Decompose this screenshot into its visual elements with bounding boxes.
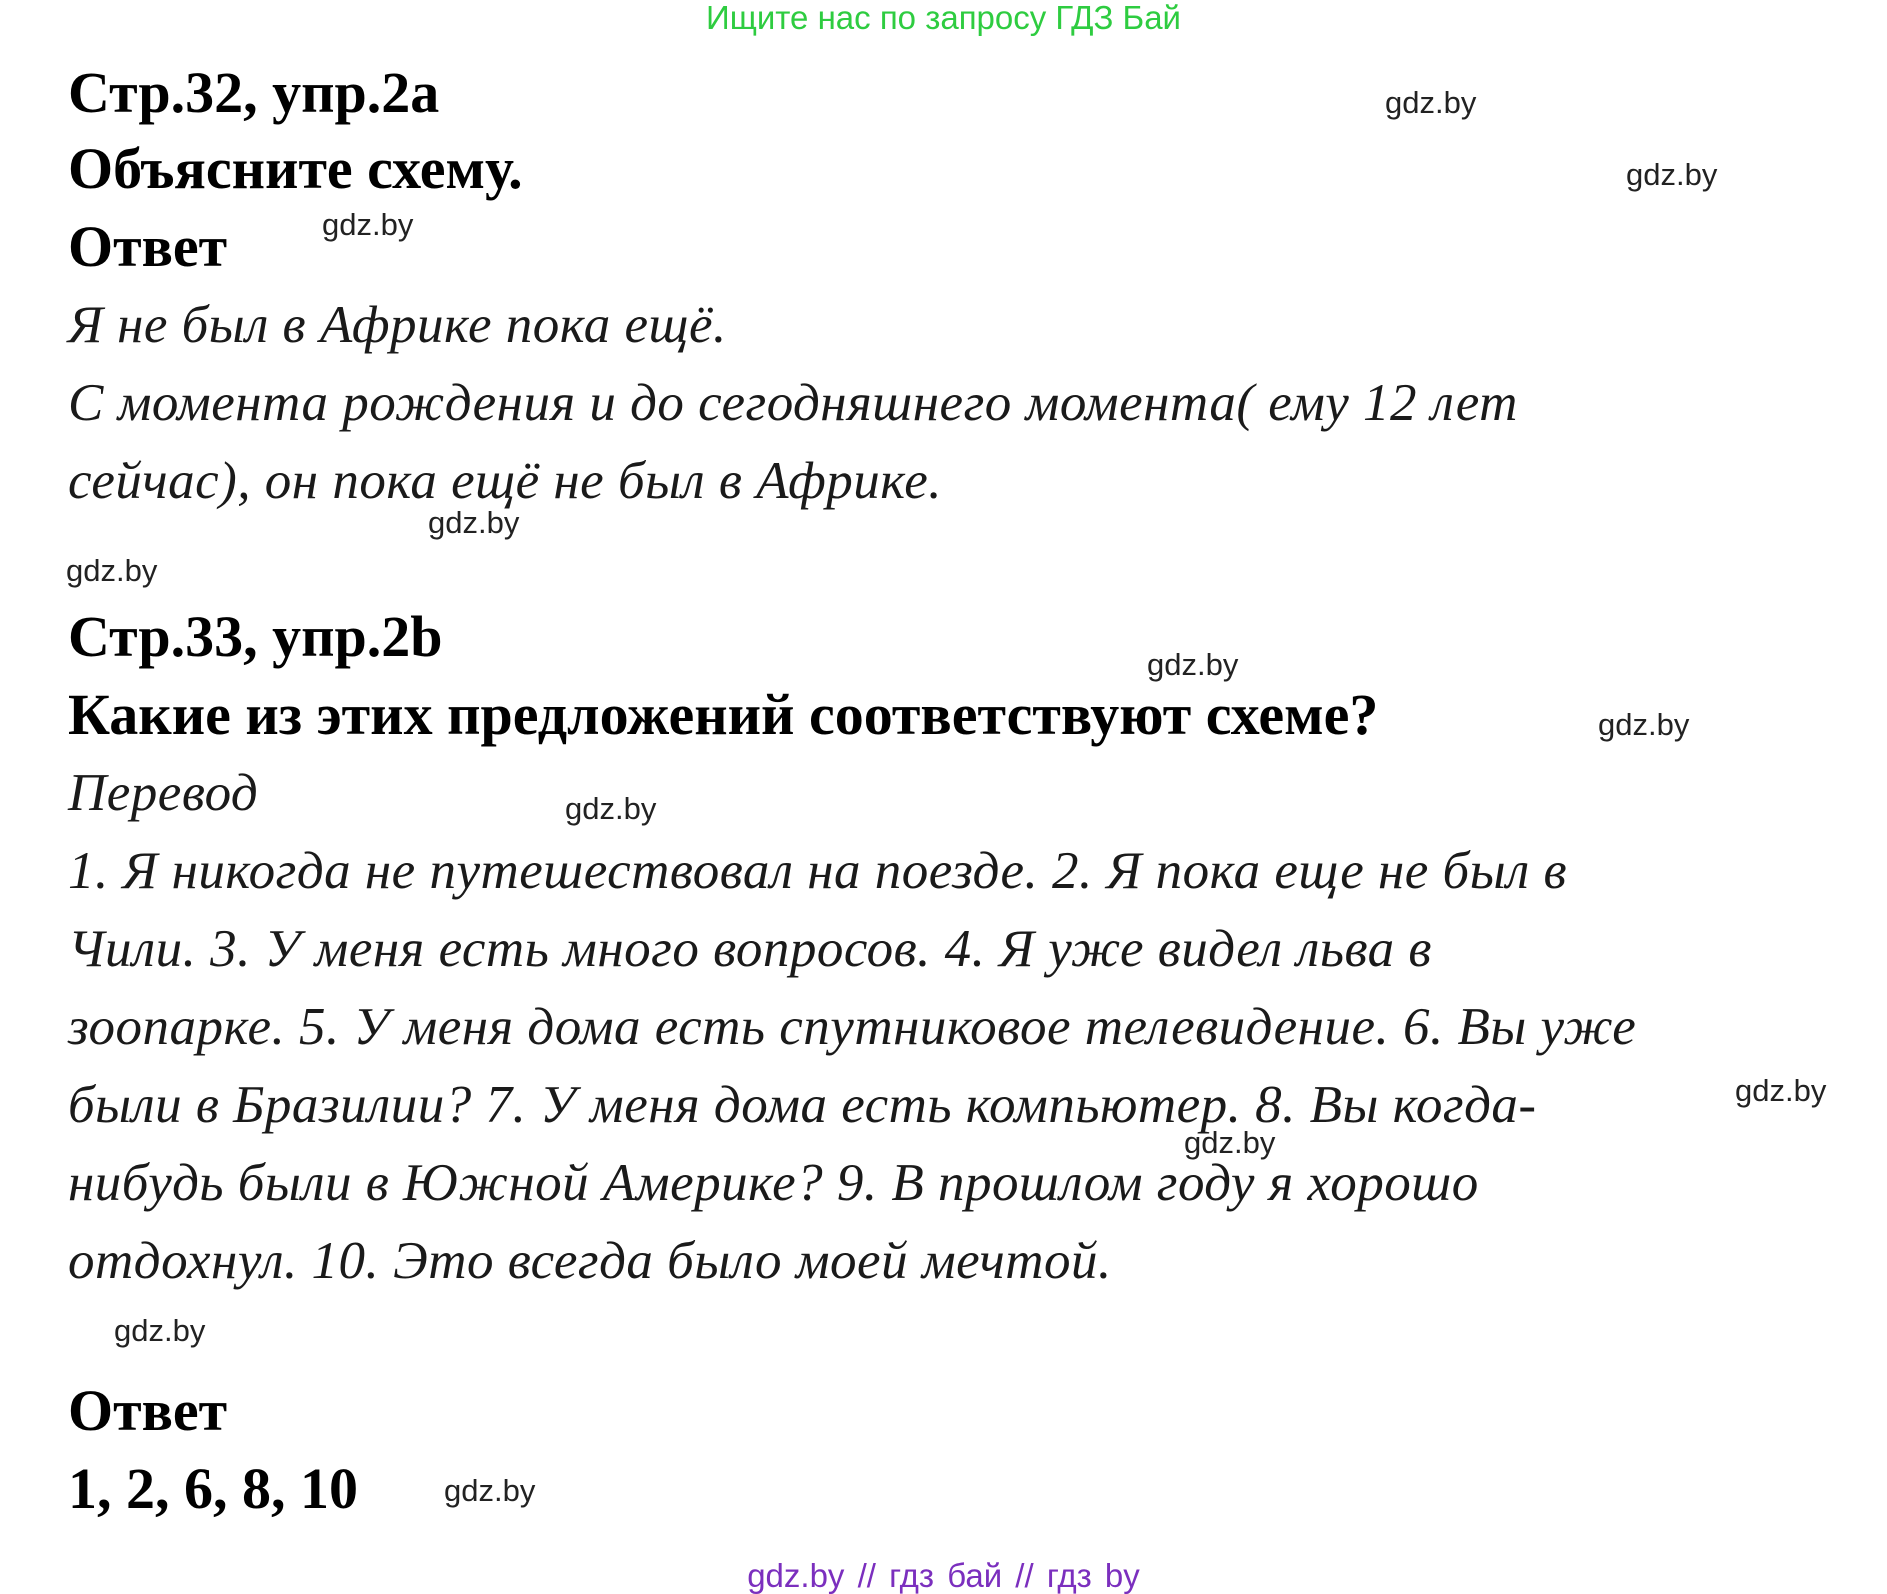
translation-label: Перевод xyxy=(68,764,259,822)
promo-banner: Ищите нас по запросу ГДЗ Бай xyxy=(706,0,1181,36)
translation-line: отдохнул. 10. Это всегда было моей мечтой. xyxy=(68,1232,1112,1290)
watermark: gdz.by xyxy=(565,791,657,826)
watermark: gdz.by xyxy=(1598,707,1690,742)
answer-label: Ответ xyxy=(68,1378,228,1443)
translation-line: 1. Я никогда не путешествовал на поезде. 2. Я пока еще не был в xyxy=(68,842,1567,900)
watermark: gdz.by xyxy=(66,553,158,588)
answer-line: Я не был в Африке пока ещё. xyxy=(68,296,727,354)
watermark: gdz.by xyxy=(1147,647,1239,682)
exercise-heading: Стр.32, упр.2a xyxy=(68,60,440,125)
watermark: gdz.by xyxy=(428,505,520,540)
footer-links: gdz.by // гдз бай // гдз by xyxy=(747,1557,1140,1594)
exercise-task: Объясните схему. xyxy=(68,136,523,201)
watermark: gdz.by xyxy=(1184,1125,1276,1160)
watermark: gdz.by xyxy=(322,207,414,242)
translation-line: Чили. 3. У меня есть много вопросов. 4. Я уже видел льва в xyxy=(68,920,1432,978)
answer-line: С момента рождения и до сегодняшнего момента( ему 12 лет xyxy=(68,374,1518,432)
answer-value: 1, 2, 6, 8, 10 xyxy=(68,1456,358,1521)
watermark: gdz.by xyxy=(1626,157,1718,192)
answer-line: сейчас), он пока ещё не был в Африке. xyxy=(68,452,943,510)
exercise-heading: Стр.33, упр.2b xyxy=(68,604,443,669)
exercise-task: Какие из этих предложений соответствуют схеме? xyxy=(68,682,1379,747)
watermark: gdz.by xyxy=(1385,85,1477,120)
translation-line: были в Бразилии? 7. У меня дома есть компьютер. 8. Вы когда- xyxy=(68,1076,1537,1134)
watermark: gdz.by xyxy=(1735,1073,1827,1108)
watermark: gdz.by xyxy=(114,1313,206,1348)
translation-line: зоопарке. 5. У меня дома есть спутниковое телевидение. 6. Вы уже xyxy=(68,998,1637,1056)
answer-label: Ответ xyxy=(68,214,228,279)
translation-line: нибудь были в Южной Америке? 9. В прошлом году я хорошо xyxy=(68,1154,1479,1212)
watermark: gdz.by xyxy=(444,1473,536,1508)
